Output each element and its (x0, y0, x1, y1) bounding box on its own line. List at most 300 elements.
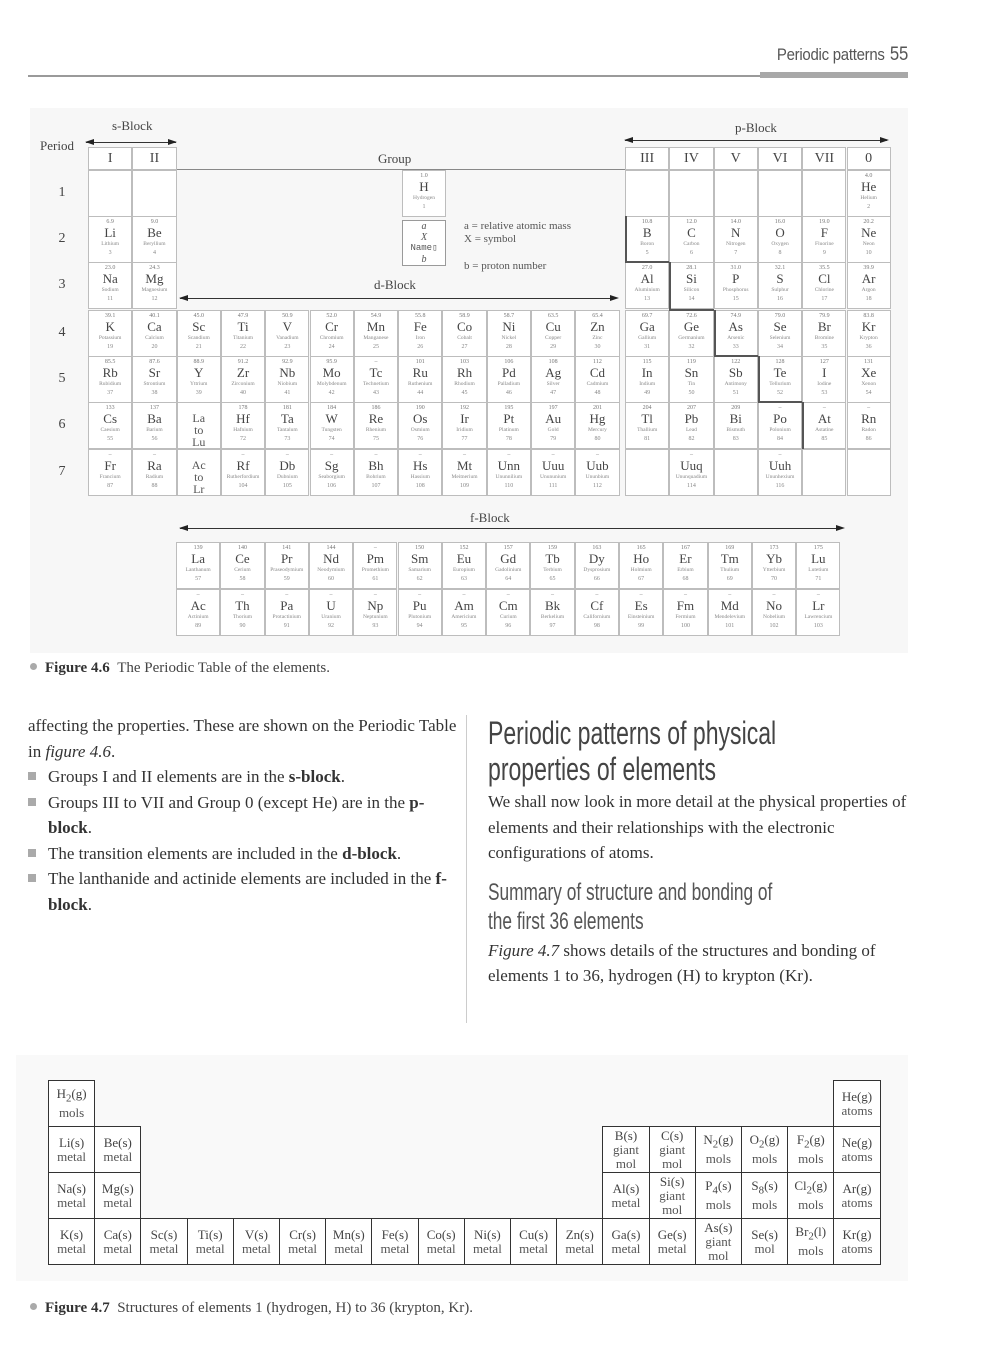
proton-number: 106 (327, 483, 337, 489)
atomic-mass: 108 (548, 359, 558, 365)
atomic-mass: – (778, 405, 782, 411)
metal-nonmetal-boundary (625, 216, 627, 263)
element-symbol: W (325, 411, 338, 426)
element-symbol: Ge (683, 319, 700, 334)
atomic-mass: 88.9 (193, 359, 204, 365)
proton-number: 88 (151, 483, 158, 489)
element-symbol: Te (773, 365, 787, 380)
bonding-type: metal (472, 1240, 502, 1256)
element-name: Caesium (100, 427, 120, 433)
element-name: Barium (146, 427, 163, 433)
element-name: Radium (145, 474, 164, 480)
proton-number: 8 (778, 250, 782, 256)
element-state: Ca(s) (103, 1226, 132, 1242)
atomic-mass: – (330, 452, 334, 458)
element-symbol: Mt (456, 458, 473, 473)
element-cell (802, 170, 846, 217)
atomic-mass: – (507, 452, 511, 458)
atomic-mass: 159 (548, 545, 558, 551)
element-cell-ar (847, 262, 891, 309)
structure-cell (833, 1126, 880, 1173)
atomic-mass: 197 (548, 405, 558, 411)
element-state: $H_2(g)$ (56, 1086, 87, 1105)
element-name: Promethium (361, 567, 389, 573)
element-cell-cd (575, 356, 619, 403)
bonding-type: mols (705, 1196, 732, 1212)
element-cell-pd (487, 356, 531, 403)
element-cell-hf (221, 402, 265, 449)
element-state: Mg(s) (101, 1180, 134, 1196)
proton-number: 90 (239, 623, 246, 629)
bonding-type: giant mol (612, 1141, 639, 1171)
element-cell-be (132, 216, 176, 263)
element-state: Co(s) (426, 1226, 456, 1242)
element-state: Se(s) (751, 1226, 778, 1242)
atomic-mass: – (728, 592, 732, 598)
group-header-I: I (88, 147, 132, 170)
arrow-left-icon (179, 295, 188, 301)
element-cell-uuq (669, 449, 713, 496)
atomic-mass: 14.0 (730, 219, 741, 225)
element-state: Na(s) (57, 1180, 87, 1196)
element-cell-ac (176, 589, 220, 636)
element-symbol: Ac (190, 598, 206, 613)
group-header-0: 0 (847, 147, 891, 170)
structure-cell (649, 1126, 696, 1173)
element-state: $F_2(g)$ (796, 1132, 825, 1151)
atomic-mass: 181 (282, 405, 292, 411)
element-name: Hafnium (233, 427, 253, 433)
element-symbol: Fr (104, 458, 116, 473)
element-name: Manganese (363, 335, 389, 341)
bonding-type: atoms (841, 1194, 873, 1210)
element-cell-hg (575, 402, 619, 449)
proton-number: 1 (422, 204, 426, 210)
atomic-mass: 127 (819, 359, 829, 365)
proton-number: 55 (107, 436, 114, 442)
span-text: to (194, 470, 204, 484)
element-symbol: Dy (588, 551, 605, 566)
key-x-desc: X = symbol (464, 233, 517, 245)
element-cell-at (802, 402, 846, 449)
element-state: Kr(g) (842, 1226, 872, 1242)
element-name: Chlorine (814, 287, 834, 293)
element-name: Erbium (677, 567, 694, 573)
element-name: Potassium (98, 335, 122, 341)
structure-cell (787, 1172, 834, 1219)
structure-cell (94, 1172, 141, 1219)
metal-nonmetal-boundary (714, 310, 716, 357)
bonding-type: metal (334, 1240, 364, 1256)
proton-number: 64 (505, 576, 512, 582)
atomic-mass: 4.0 (864, 173, 873, 179)
proton-number: 37 (107, 390, 114, 396)
element-symbol: Tb (545, 551, 560, 566)
bonding-type: mols (705, 1150, 732, 1166)
element-symbol: Rf (236, 458, 250, 473)
bonding-type: metal (103, 1148, 133, 1164)
element-symbol: Na (102, 271, 118, 286)
structure-cell (741, 1172, 788, 1219)
atomic-mass: 152 (459, 545, 469, 551)
structure-cell (833, 1080, 880, 1127)
proton-number: 83 (732, 436, 739, 442)
element-cell-pm (353, 542, 397, 589)
element-name: Holmium (630, 567, 652, 573)
proton-number: 28 (505, 344, 512, 350)
lanthanide-span-cell (177, 402, 221, 449)
element-cell-br (802, 310, 846, 357)
element-symbol: Ta (280, 411, 294, 426)
element-cell-la (176, 542, 220, 589)
proton-number: 93 (372, 623, 379, 629)
element-name: Antimony (724, 381, 747, 387)
metal-nonmetal-boundary (625, 261, 669, 263)
element-name: Iodine (817, 381, 832, 387)
element-cell-ta (265, 402, 309, 449)
period-number-4: 4 (58, 325, 66, 340)
element-name: Protactinium (272, 614, 301, 620)
proton-number: 57 (195, 576, 202, 582)
atomic-mass: – (506, 592, 510, 598)
element-symbol: B (642, 225, 652, 240)
proton-number: 26 (417, 344, 424, 350)
bonding-type: metal (57, 1240, 87, 1256)
s-block-arrow (86, 142, 176, 143)
proton-number: 58 (239, 576, 246, 582)
element-cell-kr (847, 310, 891, 357)
element-cell-i (802, 356, 846, 403)
element-cell-sm (398, 542, 442, 589)
element-symbol: Fm (676, 598, 695, 613)
atomic-mass: 16.0 (774, 219, 786, 225)
element-cell-zn (575, 310, 619, 357)
structure-cell (48, 1218, 95, 1265)
element-state: Cu(s) (519, 1226, 549, 1242)
element-cell-pb (669, 402, 713, 449)
element-symbol: N (731, 225, 741, 240)
structure-cell (279, 1218, 326, 1265)
intro-text: affecting the properties. These are shown on the Periodic Table in (28, 716, 457, 761)
arrow-right-icon (168, 139, 177, 145)
element-cell-ag (531, 356, 575, 403)
proton-number: 104 (238, 483, 248, 489)
metal-nonmetal-boundary (758, 356, 760, 403)
proton-number: 77 (461, 436, 468, 442)
proton-number: 30 (594, 344, 601, 350)
element-cell-he (847, 170, 891, 217)
element-name: Thallium (637, 427, 658, 433)
element-name: Germanium (678, 335, 705, 341)
element-name: Gadolinium (495, 567, 522, 573)
proton-number: 92 (328, 623, 335, 629)
caption-bullet-icon (30, 1303, 37, 1310)
element-symbol: Er (679, 551, 692, 566)
element-name: Lanthanum (185, 567, 211, 573)
proton-number: 16 (777, 296, 784, 302)
atomic-mass: 165 (636, 545, 646, 551)
atomic-mass: 39.1 (104, 313, 116, 319)
element-cell (625, 170, 669, 217)
atomic-mass: 184 (327, 405, 337, 411)
element-symbol: Al (640, 271, 654, 286)
element-cell-b (625, 216, 669, 263)
atomic-mass: – (241, 452, 245, 458)
element-cell-ba (132, 402, 176, 449)
proton-number: 48 (594, 390, 601, 396)
bonding-type: giant mol (705, 1233, 732, 1263)
atomic-mass: 173 (769, 545, 779, 551)
element-name: Vanadium (276, 335, 299, 341)
element-symbol: S (776, 271, 784, 286)
element-cell-rf (221, 449, 265, 496)
element-symbol: Y (194, 365, 204, 380)
atomic-mass: – (772, 592, 776, 598)
element-cell-h (402, 170, 446, 217)
element-state: He(g) (841, 1088, 873, 1104)
metal-nonmetal-boundary (758, 401, 802, 403)
proton-number: 87 (107, 483, 114, 489)
element-symbol: Md (720, 598, 739, 613)
atomic-mass: 32.1 (774, 265, 786, 271)
structure-cell (464, 1218, 511, 1265)
element-symbol: Zr (236, 365, 250, 380)
bullet-text: The transition elements are included in the (48, 843, 343, 863)
structure-cell (233, 1218, 280, 1265)
proton-number: 78 (505, 436, 512, 442)
proton-number: 76 (417, 436, 424, 442)
element-cell-uub (575, 449, 619, 496)
atomic-mass: 79.0 (774, 313, 786, 319)
atomic-mass: 50.9 (282, 313, 293, 319)
element-cell-li (88, 216, 132, 263)
proton-number: 12 (151, 296, 158, 302)
element-symbol: Sm (410, 551, 429, 566)
element-name: Francium (99, 474, 121, 480)
element-name: Unununium (540, 474, 567, 480)
element-symbol: At (817, 411, 831, 426)
element-cell-re (354, 402, 398, 449)
structure-cell (510, 1218, 557, 1265)
element-name: Curium (499, 614, 517, 620)
bullet-keyword: d-block (342, 843, 397, 863)
element-symbol: Cl (818, 271, 831, 286)
element-cell-y (177, 356, 221, 403)
bonding-type: mol (754, 1240, 775, 1256)
proton-number: 29 (550, 344, 557, 350)
element-symbol: Hf (236, 411, 250, 426)
bullet-item (28, 790, 460, 841)
atomic-mass: – (689, 452, 693, 458)
element-cell-au (531, 402, 575, 449)
caption-label: Figure 4.6 (45, 660, 110, 676)
atomic-mass: 10.8 (641, 219, 653, 225)
element-name: Aluminium (634, 287, 660, 293)
proton-number: 50 (688, 390, 695, 396)
structure-cell (649, 1172, 696, 1219)
element-cell-sb (714, 356, 758, 403)
f-block-arrow (180, 528, 842, 529)
period-number-6: 6 (58, 417, 66, 432)
proton-number: 10 (865, 250, 872, 256)
element-state: Mn(s) (332, 1226, 365, 1242)
bullet-item (28, 841, 460, 867)
element-cell-mo (310, 356, 354, 403)
bonding-type: mols (798, 1242, 824, 1258)
key-a: a (421, 221, 427, 232)
element-name: Krypton (859, 335, 878, 341)
atomic-mass: 79.9 (819, 313, 830, 319)
element-cell-al (625, 262, 669, 309)
element-symbol: Cd (589, 365, 606, 380)
atomic-mass: – (418, 592, 422, 598)
metal-nonmetal-boundary (802, 402, 804, 449)
atomic-mass: 186 (371, 405, 381, 411)
structure-cell (695, 1172, 742, 1219)
element-cell-ga (625, 310, 669, 357)
structure-cell (418, 1218, 465, 1265)
element-name: Molybdenum (316, 381, 347, 387)
element-state: Cr(s) (289, 1226, 316, 1242)
element-name: Fermium (675, 614, 696, 620)
element-symbol: Rb (102, 365, 118, 380)
atomic-mass: 122 (731, 359, 741, 365)
atomic-mass: 140 (237, 545, 247, 551)
element-name: Radon (861, 427, 876, 433)
arrow-right-icon (836, 525, 845, 531)
proton-number: 25 (372, 344, 379, 350)
bonding-type: giant mol (659, 1187, 686, 1217)
proton-number: 102 (769, 623, 779, 629)
element-symbol: In (641, 365, 653, 380)
element-cell-po (758, 402, 802, 449)
proton-number: 96 (505, 623, 512, 629)
atomic-mass: 175 (813, 545, 823, 551)
bonding-type: giant mol (659, 1141, 686, 1171)
element-symbol: Sb (728, 365, 743, 380)
element-symbol: Pr (280, 551, 293, 566)
metal-nonmetal-boundary (669, 262, 671, 309)
key-name: Name▯ (410, 243, 438, 253)
atomic-mass: – (639, 592, 643, 598)
element-state: $Cl_2(g)$ (794, 1178, 828, 1197)
key-b: b (421, 254, 427, 265)
element-cell-mg (132, 262, 176, 309)
structure-cell (602, 1218, 649, 1265)
element-name: Hydrogen (413, 195, 435, 201)
bullet-text: Groups III to VII and Group 0 (except He) are in the (48, 792, 410, 812)
proton-number: 9 (822, 250, 826, 256)
element-symbol: Ru (412, 365, 428, 380)
proton-number: 103 (813, 623, 823, 629)
period-label: Period (40, 138, 74, 153)
element-symbol: Xe (861, 365, 877, 380)
element-name: Lead (685, 427, 697, 433)
element-symbol: Pb (684, 411, 699, 426)
element-symbol: Mg (145, 271, 164, 286)
block-bullets (28, 764, 460, 917)
atomic-mass: 19.0 (819, 219, 830, 225)
structure-cell (787, 1218, 834, 1265)
element-cell-no (752, 589, 796, 636)
proton-number: 46 (505, 390, 512, 396)
proton-number: 44 (417, 390, 424, 396)
element-cell-bk (530, 589, 574, 636)
element-symbol: Ir (460, 411, 469, 426)
element-name: Tungsten (321, 427, 342, 433)
group-header-rule (176, 169, 625, 170)
element-name: Titanium (233, 335, 254, 341)
proton-number: 110 (504, 483, 514, 489)
caption-label: Figure 4.7 (45, 1300, 110, 1316)
atomic-mass: 40.1 (149, 313, 160, 319)
proton-number: 62 (416, 576, 423, 582)
atomic-mass: 178 (238, 405, 248, 411)
element-cell-nb (265, 356, 309, 403)
bullet-item (28, 764, 460, 790)
proton-number: 35 (821, 344, 828, 350)
span-text: Lr (193, 482, 205, 496)
arrow-right-icon (610, 295, 619, 301)
element-name: Thorium (232, 614, 253, 620)
proton-number: 114 (687, 483, 696, 489)
atomic-mass: – (152, 452, 156, 458)
element-name: Neptunium (362, 614, 388, 620)
element-symbol: Pt (503, 411, 515, 426)
element-symbol: O (775, 225, 785, 240)
figure-reference: figure 4.6 (45, 741, 111, 761)
element-symbol: Es (634, 598, 648, 613)
atomic-mass: – (374, 452, 378, 458)
period-number-5: 5 (58, 371, 66, 386)
element-cell-th (220, 589, 264, 636)
caption-bullet-icon (30, 663, 37, 670)
header-rule-bar (760, 72, 908, 78)
element-symbol: Uuh (768, 458, 792, 473)
element-state: As(s) (704, 1219, 733, 1235)
element-cell-bi (714, 402, 758, 449)
atomic-mass: 54.9 (370, 313, 382, 319)
atomic-mass: – (196, 592, 200, 598)
group-header-VII: VII (802, 147, 846, 170)
structure-cell (787, 1126, 834, 1173)
element-state: Ti(s) (197, 1226, 223, 1242)
atomic-mass: 6.9 (106, 219, 114, 225)
element-name: Sodium (101, 287, 119, 293)
element-cell-cf (575, 589, 619, 636)
element-cell-eu (442, 542, 486, 589)
structure-cell (140, 1218, 187, 1265)
proton-number: 65 (549, 576, 556, 582)
element-cell-na (88, 262, 132, 309)
section-heading (488, 715, 790, 787)
atomic-mass: 1.0 (420, 173, 428, 179)
element-symbol: Sc (192, 319, 206, 334)
element-symbol: Uub (586, 458, 609, 473)
element-cell (758, 170, 802, 217)
element-cell-n (714, 216, 758, 263)
element-symbol: Eu (456, 551, 472, 566)
element-cell-ra (132, 449, 176, 496)
element-name: Cerium (234, 567, 251, 573)
element-name: Silver (546, 381, 560, 387)
element-cell-fm (663, 589, 707, 636)
element-cell-lu (796, 542, 840, 589)
element-name: Dysprosium (583, 567, 611, 573)
element-cell (714, 170, 758, 217)
atomic-mass: 45.0 (193, 313, 204, 319)
element-name: Palladium (497, 381, 520, 387)
